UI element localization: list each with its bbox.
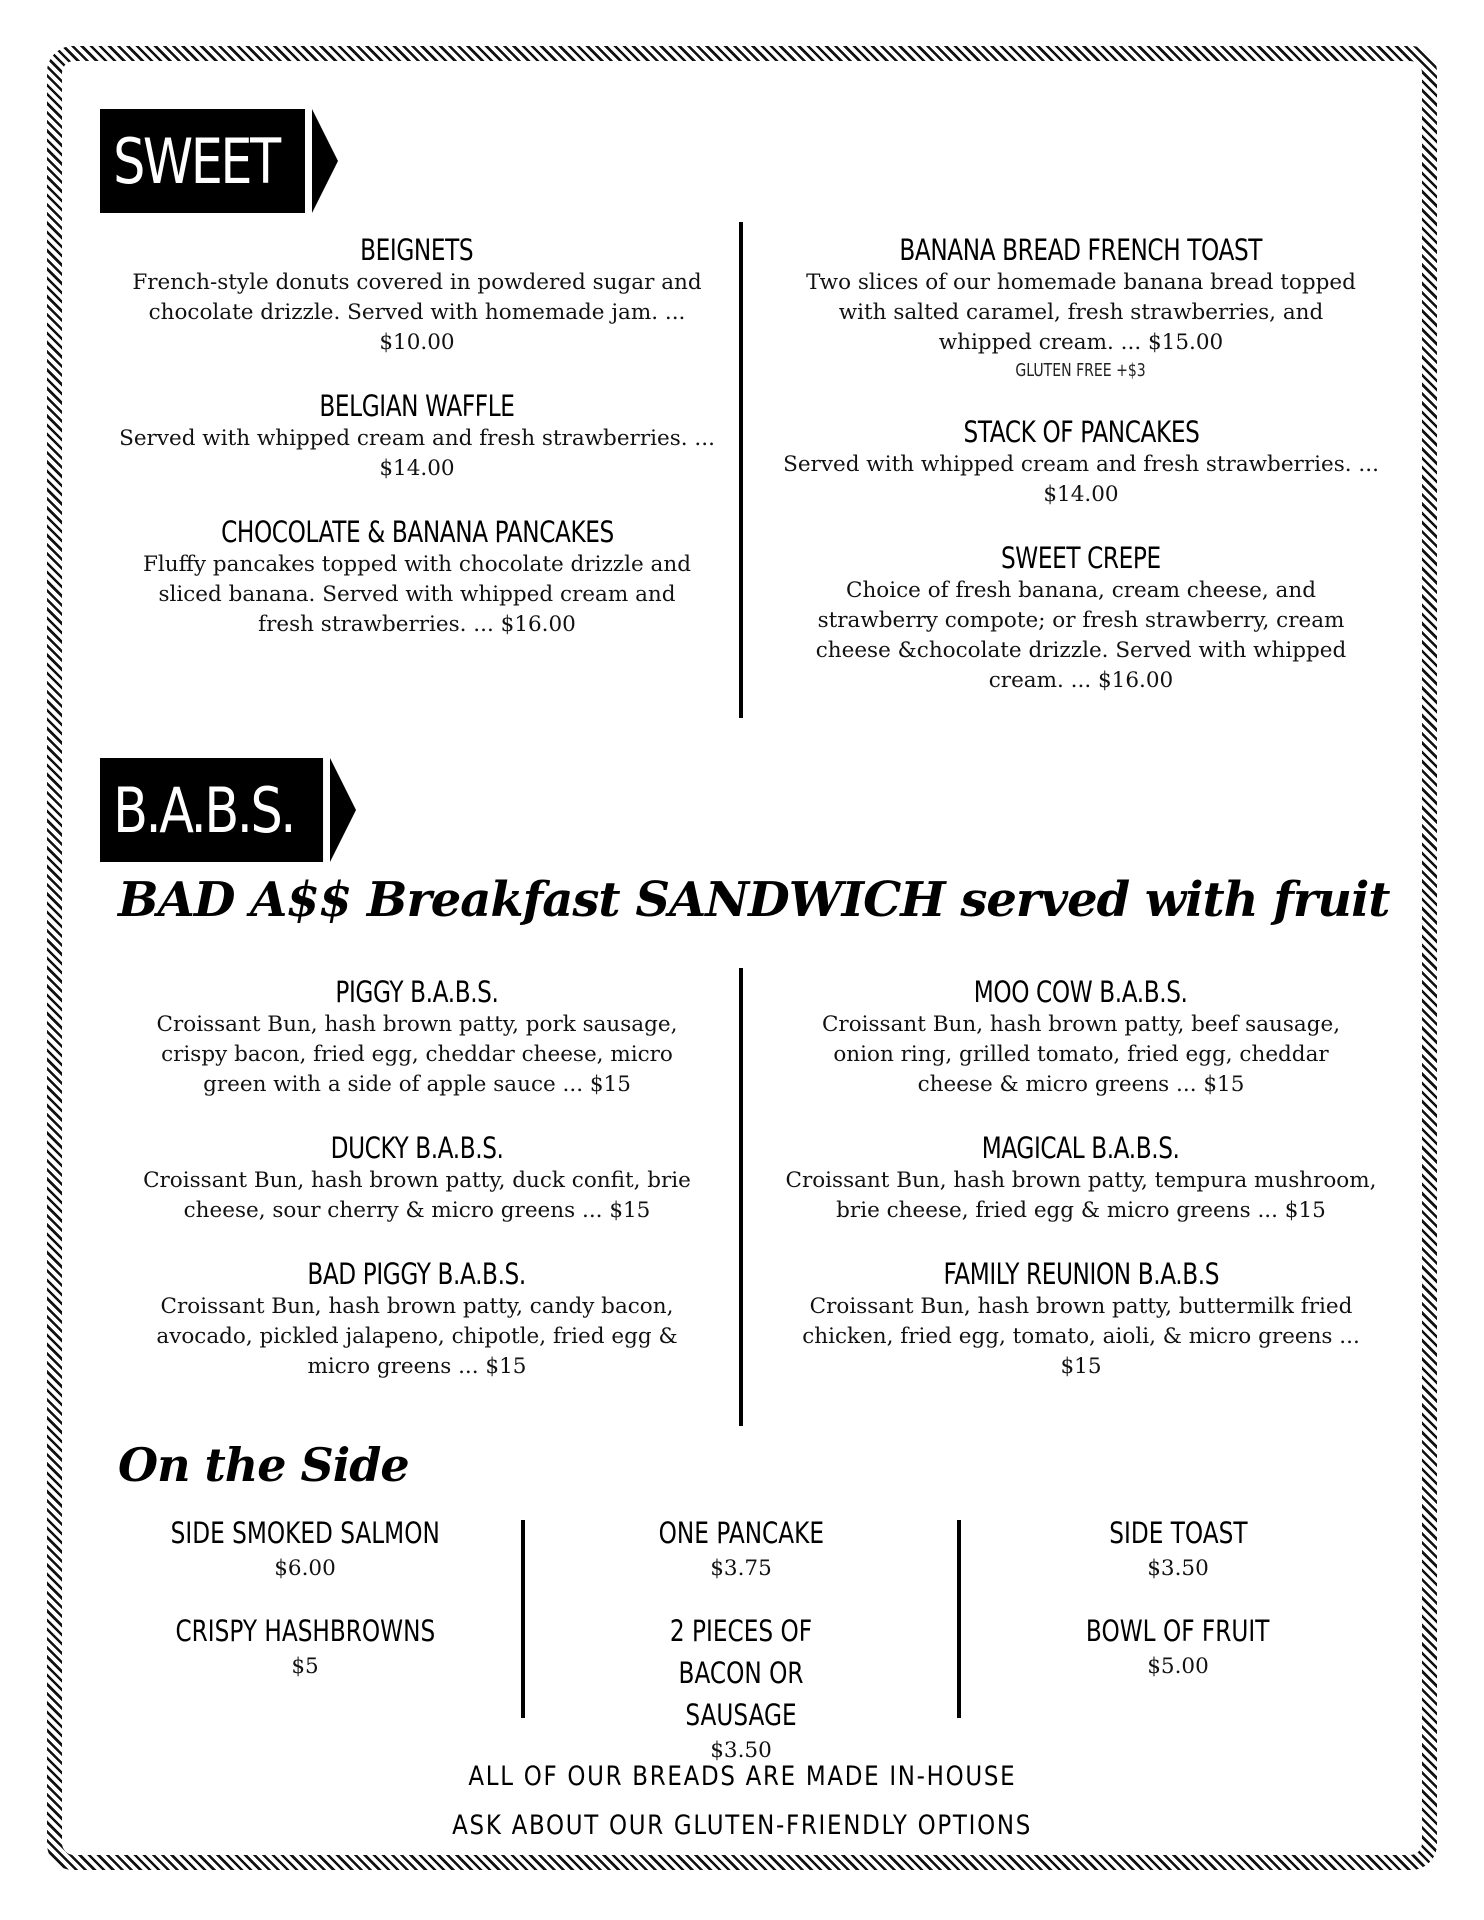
side-item-price: $3.50 [710, 1738, 772, 1763]
item-name: BAD PIGGY B.A.B.S. [307, 1257, 527, 1291]
item-desc: Croissant Bun, hash brown patty, buttermilk fried chicken, fried egg, tomato, aioli, & micro greens ... $15 [802, 1294, 1360, 1379]
side-item [1003, 1512, 1353, 1584]
menu-item [112, 1130, 722, 1226]
side-item-name: ONE PANCAKE [658, 1516, 824, 1550]
babs-left-column [112, 974, 722, 1412]
gluten-free-note: GLUTEN FREE +$3 [1015, 360, 1147, 381]
side-item [130, 1512, 480, 1584]
sweet-right-column [776, 232, 1386, 726]
item-desc: Fluffy pancakes topped with chocolate drizzle and sliced banana. Served with whipped cream and fresh strawberries. ... $16.00 [143, 552, 691, 637]
item-desc: Croissant Bun, hash brown patty, pork sausage, crispy bacon, fried egg, cheddar cheese, micro green with a side of apple sauce ... $15 [156, 1012, 678, 1097]
side-column-1 [130, 1512, 480, 1682]
item-desc: French-style donuts covered in powdered sugar and chocolate drizzle. Served with homemade jam. ... $10.00 [132, 270, 702, 355]
item-name: DUCKY B.A.B.S. [330, 1131, 504, 1165]
column-divider [521, 1520, 525, 1718]
menu-item [776, 1130, 1386, 1226]
item-desc: Croissant Bun, hash brown patty, duck confit, brie cheese, sour cherry & micro greens ... $15 [143, 1168, 691, 1223]
footer-text-2: ASK ABOUT OUR GLUTEN-FRIENDLY OPTIONS [452, 1810, 1032, 1841]
menu-item [776, 1256, 1386, 1382]
side-item-name: BOWL OF FRUIT [1086, 1614, 1270, 1648]
item-desc: Croissant Bun, hash brown patty, candy bacon, avocado, pickled jalapeno, chipotle, fried egg & micro greens ... $15 [156, 1294, 678, 1379]
babs-subtitle: BAD A$$ Breakfast SANDWICH served with fruit [118, 872, 1390, 928]
side-column-2 [566, 1512, 916, 1766]
side-item [130, 1610, 480, 1682]
menu-item [776, 232, 1386, 384]
menu-item [112, 388, 722, 484]
side-title: On the Side [118, 1438, 409, 1492]
footer-line-2 [0, 1810, 1484, 1841]
item-desc: Served with whipped cream and fresh strawberries. ... $14.00 [119, 426, 715, 481]
side-item-price: $5 [291, 1654, 319, 1679]
item-name: FAMILY REUNION B.A.B.S [943, 1257, 1219, 1291]
item-name: BEIGNETS [360, 233, 474, 267]
side-item [566, 1610, 916, 1766]
item-desc: Served with whipped cream and fresh strawberries. ... $14.00 [783, 452, 1379, 507]
side-column-3 [1003, 1512, 1353, 1682]
side-item [1003, 1610, 1353, 1682]
side-item [566, 1512, 916, 1584]
section-title-babs: B.A.B.S. [100, 758, 323, 862]
column-divider [957, 1520, 961, 1718]
side-item-name: SIDE SMOKED SALMON [170, 1516, 440, 1550]
section-tag-sweet [100, 109, 338, 213]
menu-item [112, 1256, 722, 1382]
section-tag-babs [100, 758, 356, 862]
footer-line-1 [0, 1761, 1484, 1792]
item-name: BANANA BREAD FRENCH TOAST [899, 233, 1263, 267]
item-desc: Croissant Bun, hash brown patty, tempura mushroom, brie cheese, fried egg & micro greens ... $15 [785, 1168, 1377, 1223]
item-desc: Croissant Bun, hash brown patty, beef sausage, onion ring, grilled tomato, fried egg, cheddar cheese & micro greens ... $15 [821, 1012, 1341, 1097]
side-item-price: $3.75 [710, 1556, 772, 1581]
item-desc: Choice of fresh banana, cream cheese, and strawberry compote; or fresh strawberry, cream cheese &chocolate drizzle. Served with whipped cream. ... $16.00 [815, 578, 1347, 693]
sweet-left-column [112, 232, 722, 670]
item-name: MAGICAL B.A.B.S. [982, 1131, 1180, 1165]
item-name: PIGGY B.A.B.S. [335, 975, 499, 1009]
babs-right-column [776, 974, 1386, 1412]
side-item-name: CRISPY HASHBROWNS [175, 1614, 435, 1648]
menu-item [776, 974, 1386, 1100]
menu-item [112, 514, 722, 640]
item-name: STACK OF PANCAKES [963, 415, 1199, 449]
side-item-price: $6.00 [274, 1556, 336, 1581]
menu-item [776, 414, 1386, 510]
column-divider [739, 968, 743, 1426]
item-name: MOO COW B.A.B.S. [974, 975, 1188, 1009]
menu-item [776, 540, 1386, 696]
side-item-name: SIDE TOAST [1108, 1516, 1248, 1550]
item-name: CHOCOLATE & BANANA PANCAKES [220, 515, 614, 549]
side-item-price: $3.50 [1147, 1556, 1209, 1581]
menu-item [112, 232, 722, 358]
footer-text-1: ALL OF OUR BREADS ARE MADE IN-HOUSE [468, 1761, 1016, 1792]
item-desc: Two slices of our homemade banana bread topped with salted caramel, fresh strawberries, and whipped cream. ... $15.00 [806, 270, 1356, 355]
item-name: BELGIAN WAFFLE [319, 389, 515, 423]
side-item-price: $5.00 [1147, 1654, 1209, 1679]
menu-item [112, 974, 722, 1100]
side-item-name: 2 PIECES OF BACON OR SAUSAGE [669, 1614, 813, 1732]
item-name: SWEET CREPE [1001, 541, 1161, 575]
column-divider [739, 222, 743, 718]
section-title-sweet: SWEET [100, 109, 305, 213]
